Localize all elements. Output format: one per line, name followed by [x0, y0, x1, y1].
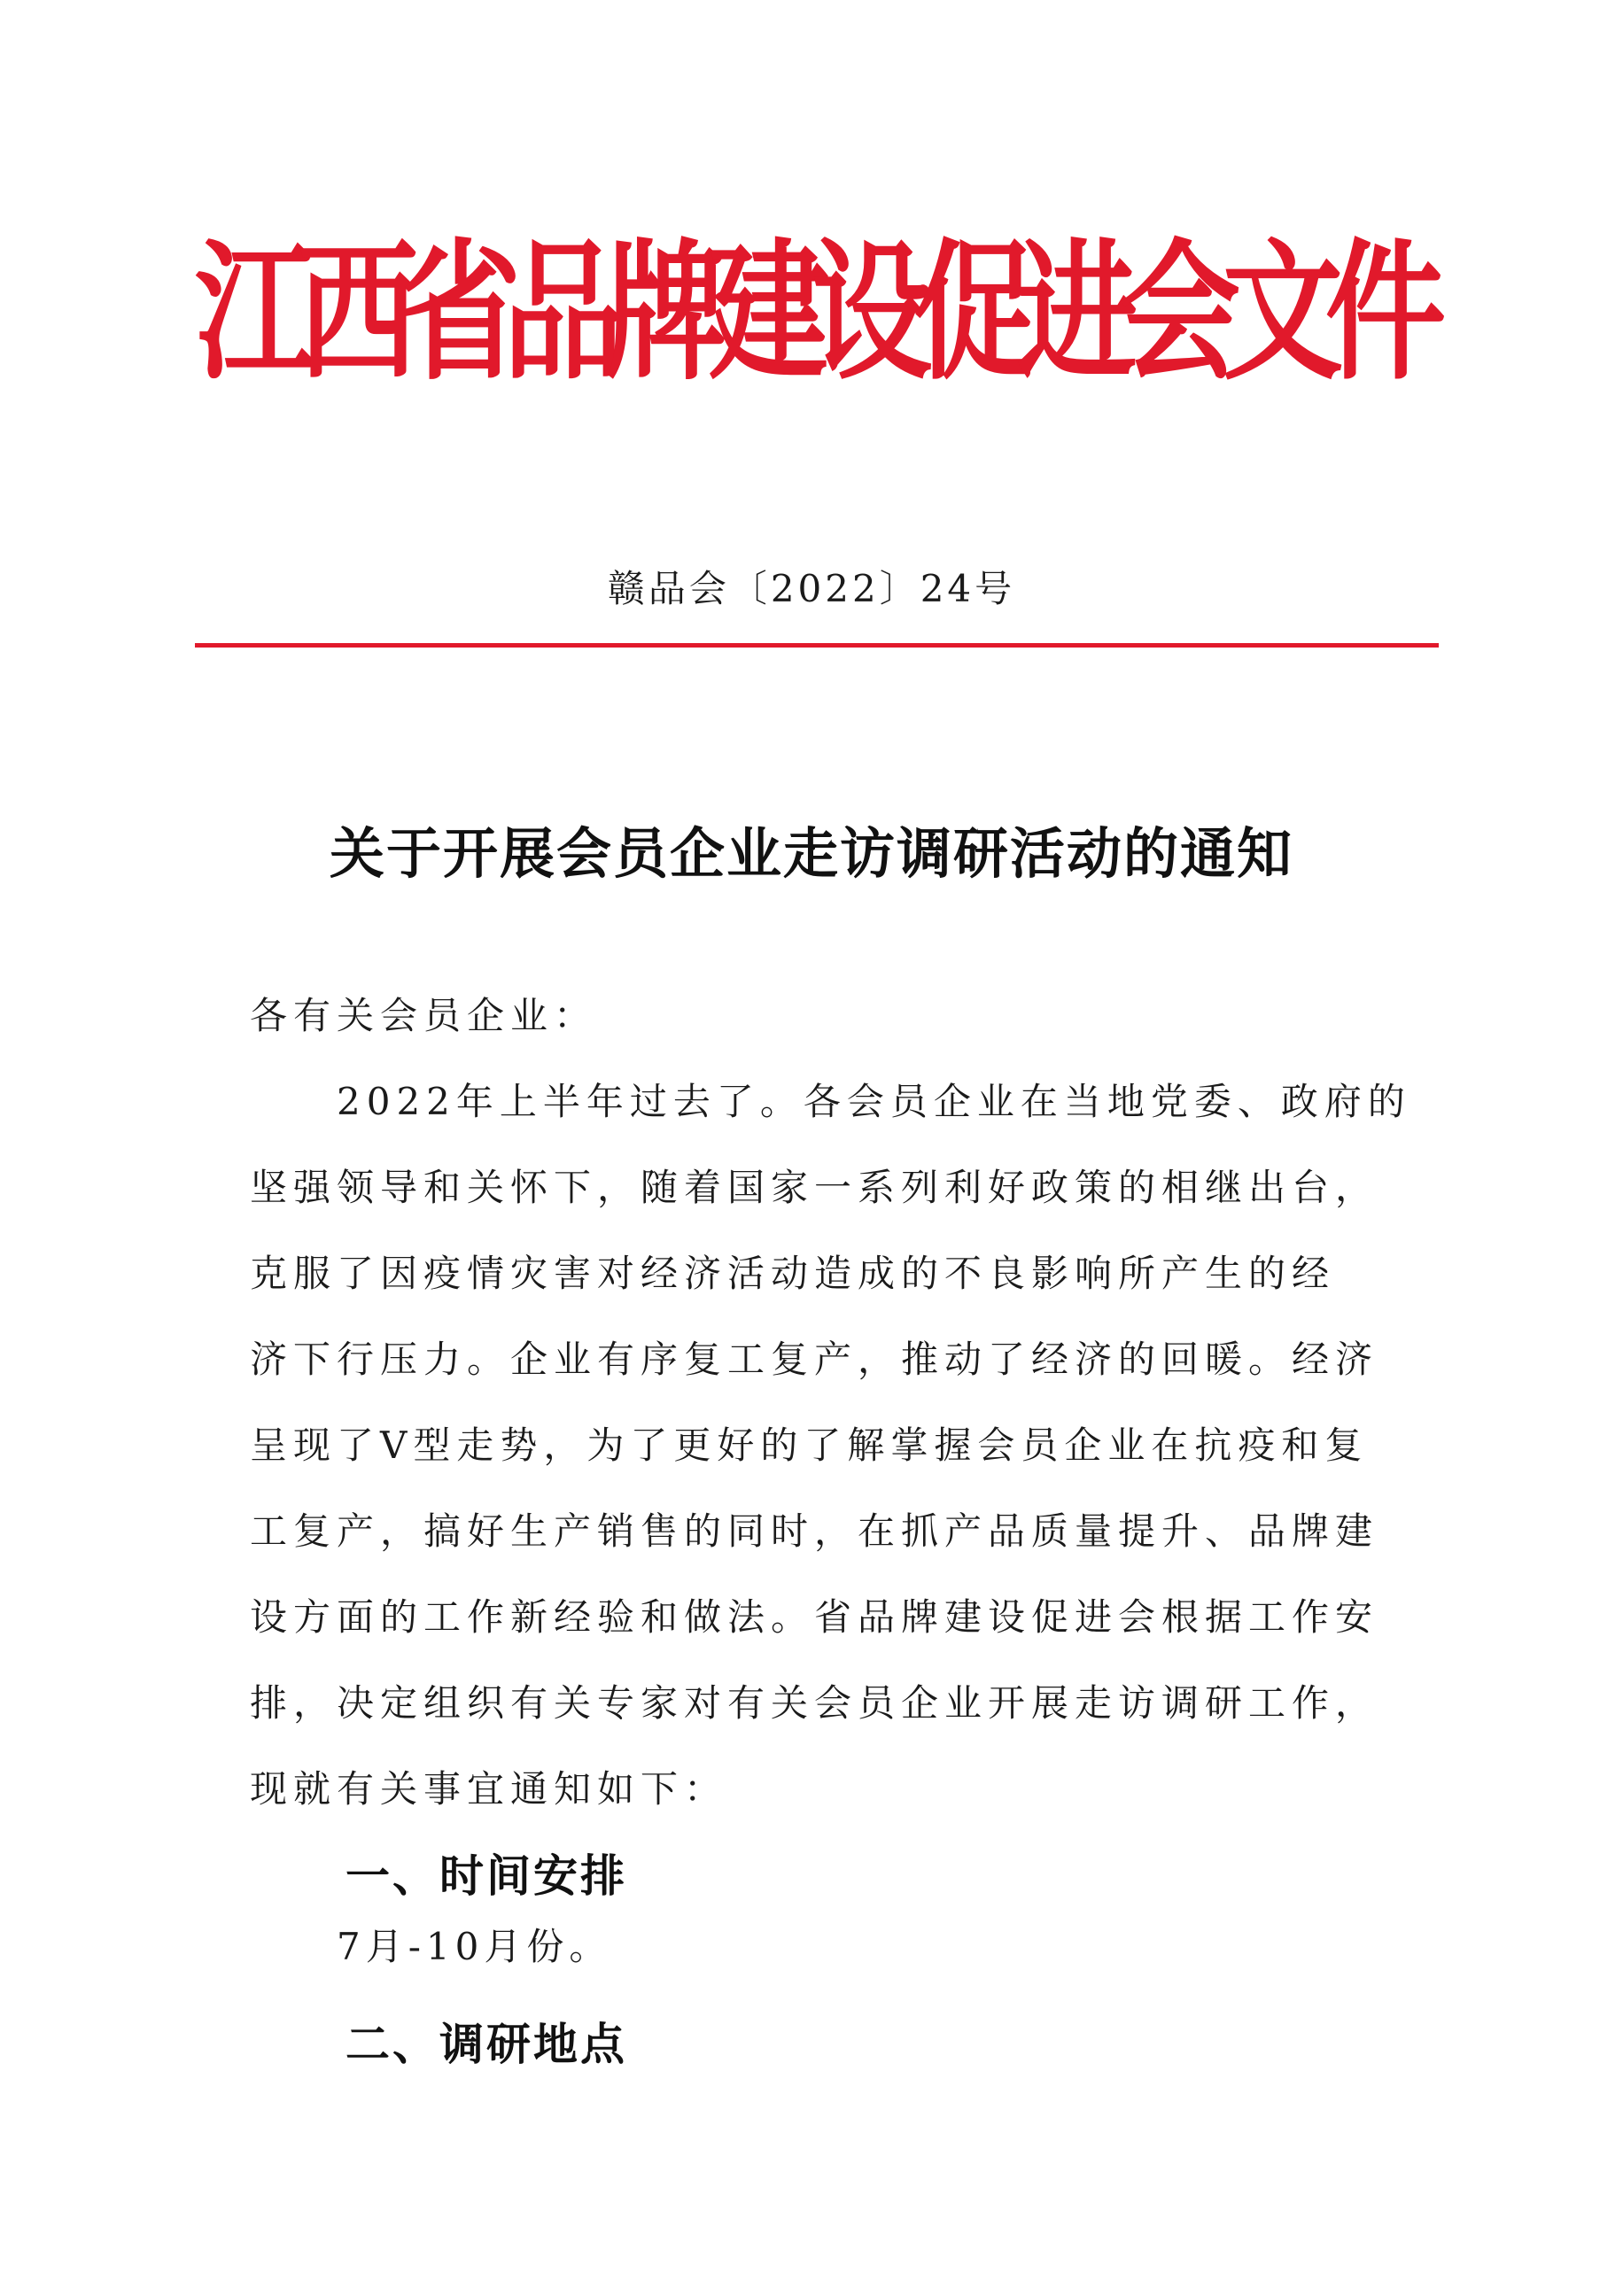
section-content-time: 7月-10月份。 [337, 1925, 612, 1968]
masthead-char: 件 [1325, 224, 1446, 401]
masthead-char: 西 [298, 224, 418, 401]
masthead-char: 省 [400, 224, 521, 401]
masthead-title [195, 224, 1446, 401]
masthead-char: 建 [709, 224, 829, 401]
salutation: 各有关会员企业： [250, 994, 598, 1037]
masthead-char: 会 [1120, 224, 1240, 401]
paragraph-line: 设方面的工作新经验和做法。省品牌建设促进会根据工作安 [250, 1595, 1379, 1639]
document-number: 赣品会〔2022〕24号 [607, 567, 1016, 610]
notice-title: 关于开展会员企业走访调研活动的通知 [329, 821, 1293, 886]
masthead-char: 促 [914, 224, 1035, 401]
section-heading-time: 一、时间安排 [346, 1850, 627, 1902]
paragraph-line: 排，决定组织有关专家对有关会员企业开展走访调研工作， [250, 1681, 1379, 1725]
paragraph-line: 工复产，搞好生产销售的同时，在抓产品质量提升、品牌建 [250, 1509, 1379, 1553]
masthead-char: 进 [1017, 224, 1138, 401]
masthead-char: 江 [195, 224, 315, 401]
paragraph-line: 2022年上半年过去了。各会员企业在当地党委、政府的 [337, 1080, 1411, 1123]
paragraph-line: 克服了因疫情灾害对经济活动造成的不良影响所产生的经 [250, 1252, 1336, 1295]
paragraph-line: 现就有关事宜通知如下： [250, 1767, 728, 1811]
masthead-char: 文 [1223, 224, 1343, 401]
masthead-char: 品 [503, 224, 624, 401]
masthead-char: 牌 [606, 224, 726, 401]
body-paragraph [250, 1059, 1411, 1832]
paragraph-line: 济下行压力。企业有序复工复产，推动了经济的回暖。经济 [250, 1338, 1379, 1381]
section-heading-location: 二、调研地点 [346, 2019, 627, 2070]
paragraph-line: 坚强领导和关怀下，随着国家一系列利好政策的相继出台， [250, 1166, 1379, 1209]
paragraph-line: 呈现了V型走势，为了更好的了解掌握会员企业在抗疫和复 [250, 1423, 1369, 1467]
red-divider [195, 643, 1439, 648]
masthead-char: 设 [812, 224, 932, 401]
